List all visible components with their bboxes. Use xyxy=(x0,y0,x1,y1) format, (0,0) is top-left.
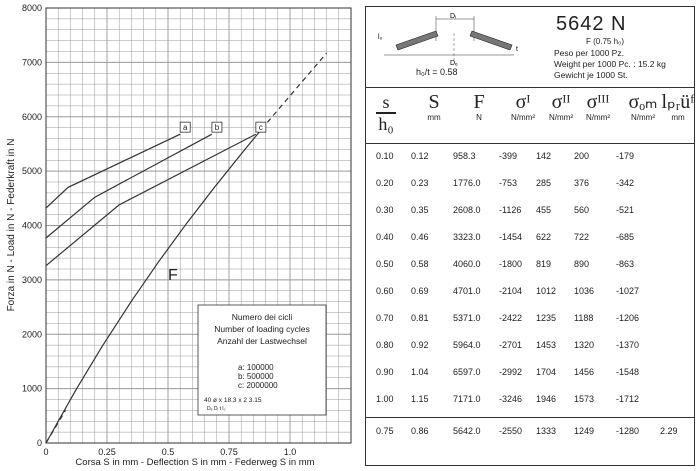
series-line-F-extension-upper xyxy=(256,53,327,136)
y-axis-label: Forza in N - Load in N - Federkraft in N xyxy=(6,138,17,312)
table-cell: -342 xyxy=(616,178,635,188)
legend-title-de: Anzahl der Lastwechsel xyxy=(217,336,307,346)
curve-label-b: b xyxy=(214,123,220,133)
table-cell: 1456 xyxy=(574,367,595,377)
col-header-unit: N/mm² xyxy=(549,113,573,122)
table-cell: 4060.0 xyxy=(453,259,481,269)
force-note: F (0.75 h₀) xyxy=(586,37,624,46)
y-tick-label: 8000 xyxy=(21,3,42,13)
spring-label-de: Dₑ xyxy=(450,60,458,67)
table-cell: 0.60 xyxy=(376,286,394,296)
table-cell: 5964.0 xyxy=(453,340,481,350)
part-number: 5642 N xyxy=(556,13,627,35)
table-cell: -2104 xyxy=(499,286,523,296)
summary-cell: 1249 xyxy=(574,426,595,436)
table-cell: -863 xyxy=(616,259,635,269)
col-header-unit: mm xyxy=(671,113,685,122)
table-cell: -1206 xyxy=(616,313,640,323)
table-cell: 1012 xyxy=(536,286,557,296)
col-header-symbol: σₒₘ xyxy=(628,91,658,113)
spring-header xyxy=(366,7,694,88)
table-cell: -1126 xyxy=(499,205,522,215)
table-row xyxy=(366,305,694,334)
table-cell: -1800 xyxy=(499,259,523,269)
table-cell: -2422 xyxy=(499,313,523,323)
table-cell: -685 xyxy=(616,232,635,242)
table-cell: -1712 xyxy=(616,394,640,404)
table-cell: -521 xyxy=(616,205,635,215)
ratio-header-bottom: h₀ xyxy=(378,114,394,134)
table-row xyxy=(366,143,694,172)
summary-cell: 1333 xyxy=(536,426,557,436)
table-cell: 1704 xyxy=(536,367,557,377)
table-cell: -1548 xyxy=(616,367,640,377)
legend-c: c: 2000000 xyxy=(238,381,278,390)
col-header-unit: N xyxy=(476,113,482,122)
legend-a: a: 100000 xyxy=(238,363,274,372)
table-cell: 1946 xyxy=(536,394,557,404)
weight-de: Gewicht je 1000 St. xyxy=(554,70,628,80)
table-cell: -2701 xyxy=(499,340,523,350)
col-header-unit: N/mm² xyxy=(631,113,655,122)
table-cell: 890 xyxy=(574,259,590,269)
table-cell: 3323.0 xyxy=(453,232,481,242)
table-row xyxy=(366,332,694,361)
summary-cell: 0.86 xyxy=(411,426,429,436)
ratio-header xyxy=(376,93,396,133)
x-tick-label: 0.25 xyxy=(98,447,116,457)
summary-cell: 0.75 xyxy=(376,426,394,436)
col-header-symbol: S xyxy=(428,91,440,113)
table-row xyxy=(366,251,694,280)
table-cell: 1.04 xyxy=(411,367,429,377)
table-cell: 4701.0 xyxy=(453,286,481,296)
summary-cell: 5642.0 xyxy=(453,426,481,436)
table-cell: 0.23 xyxy=(411,178,429,188)
table-cell: 0.69 xyxy=(411,286,429,296)
col-header xyxy=(653,91,700,122)
col-header-symbol: σᴵ xyxy=(515,91,531,113)
table-cell: -2992 xyxy=(499,367,523,377)
spring-label-l0: l₀ xyxy=(378,34,383,41)
table-row xyxy=(366,197,694,226)
table-cell: 6597.0 xyxy=(453,367,481,377)
table-cell: 5371.0 xyxy=(453,313,481,323)
table-cell: 455 xyxy=(536,205,552,215)
table-cell: -753 xyxy=(499,178,518,188)
table-cell: 0.40 xyxy=(376,232,394,242)
table-row xyxy=(366,386,694,415)
table-row xyxy=(366,359,694,388)
table-cell: 7171.0 xyxy=(453,394,481,404)
table-cell: -3246 xyxy=(499,394,523,404)
weight-it: Peso per 1000 Pz. xyxy=(554,48,624,58)
spring-label-t: t xyxy=(516,46,518,53)
legend-b: b: 500000 xyxy=(238,372,274,381)
table-cell: 1776.0 xyxy=(453,178,481,188)
table-row xyxy=(366,170,694,199)
col-header-symbol: F xyxy=(473,91,485,113)
table-cell: -1370 xyxy=(616,340,640,350)
table-cell: 376 xyxy=(574,178,590,188)
table-cell: 958.3 xyxy=(453,151,476,161)
summary-cell: -2550 xyxy=(499,426,523,436)
table-cell: 0.81 xyxy=(411,313,429,323)
y-tick-label: 6000 xyxy=(21,111,42,122)
table-cell: -1027 xyxy=(616,286,640,296)
spring-data-panel xyxy=(365,6,695,466)
curve-label-a: a xyxy=(182,123,188,133)
table-cell: 622 xyxy=(536,232,552,242)
table-cell: 200 xyxy=(574,151,590,161)
summary-cell: 2.29 xyxy=(660,426,678,436)
spring-section-left xyxy=(396,31,438,50)
legend-title-it: Numero dei cicli xyxy=(231,312,293,322)
legend-title-en: Number of loading cycles xyxy=(214,324,310,334)
col-header-symbol: σᴵᴵᴵ xyxy=(586,91,610,113)
table-cell: 0.12 xyxy=(411,151,429,161)
table-cell: 0.20 xyxy=(376,178,394,188)
table-cell: 1.15 xyxy=(411,394,429,404)
y-tick-label: 3000 xyxy=(21,274,42,285)
col-header-unit: N/mm² xyxy=(586,113,610,122)
table-cell: 560 xyxy=(574,205,590,215)
table-cell: 0.70 xyxy=(376,313,394,323)
table-header xyxy=(366,87,694,144)
col-header-symbol: lₚᵣüᶠ xyxy=(661,91,695,113)
table-cell: 722 xyxy=(574,232,590,242)
table-cell: 1.00 xyxy=(376,394,394,404)
spring-drawing xyxy=(374,11,524,69)
legend-dims: 40 ø x 18.3 x 2 3.15 xyxy=(204,397,262,404)
col-header xyxy=(409,91,459,122)
spring-label-di: Dᵢ xyxy=(450,13,457,20)
table-cell: -179 xyxy=(616,151,635,161)
table-cell: 0.35 xyxy=(411,205,429,215)
y-tick-label: 7000 xyxy=(21,57,42,68)
table-cell: 2608.0 xyxy=(453,205,481,215)
x-tick-label: 0 xyxy=(43,447,49,457)
col-header xyxy=(573,91,623,122)
series-line-c xyxy=(46,134,256,266)
table-cell: 142 xyxy=(536,151,552,161)
curve-label-c: c xyxy=(258,123,263,133)
table-cell: 0.80 xyxy=(376,340,394,350)
y-tick-label: 4000 xyxy=(21,220,42,231)
table-cell: -1454 xyxy=(499,232,523,242)
ratio-header-top: s xyxy=(382,92,390,112)
table-cell: 0.50 xyxy=(376,259,394,269)
table-cell: 1235 xyxy=(536,313,557,323)
table-cell: 0.10 xyxy=(376,151,394,161)
legend-dims-sub: Dₑ Dᵢ t l₀ xyxy=(207,406,226,412)
table-cell: 819 xyxy=(536,259,552,269)
table-cell: 1453 xyxy=(536,340,557,350)
spring-section-right xyxy=(470,31,512,50)
table-cell: 1188 xyxy=(574,313,594,323)
col-header-symbol: σᴵᴵ xyxy=(551,91,571,113)
x-tick-label: 0.75 xyxy=(220,447,238,457)
table-cell: 0.46 xyxy=(411,232,429,242)
col-header-unit: mm xyxy=(427,113,441,122)
x-tick-label: 0.5 xyxy=(161,447,175,457)
table-cell: 0.92 xyxy=(411,340,429,350)
table-cell: 1036 xyxy=(574,286,595,296)
col-header xyxy=(454,91,504,122)
y-tick-label: 0 xyxy=(36,438,42,448)
table-row xyxy=(366,224,694,253)
table-cell: 285 xyxy=(536,178,552,188)
table-cell: -399 xyxy=(499,151,518,161)
y-tick-label: 1000 xyxy=(21,383,42,394)
table-cell: 1320 xyxy=(574,340,595,350)
curve-label-F: F xyxy=(167,266,178,284)
y-tick-label: 5000 xyxy=(21,166,42,177)
table-cell: 0.58 xyxy=(411,259,429,269)
x-tick-label: 1.0 xyxy=(283,447,297,457)
spring-ratio: h₀/t = 0.58 xyxy=(416,67,458,77)
summary-row xyxy=(366,417,694,444)
table-cell: 1573 xyxy=(574,394,595,404)
summary-cell: -1280 xyxy=(616,426,640,436)
table-row xyxy=(366,278,694,307)
table-cell: 0.90 xyxy=(376,367,394,377)
col-header-unit: N/mm² xyxy=(511,113,535,122)
weight-en: Weight per 1000 Pc. : 15.2 kg xyxy=(554,59,666,69)
x-axis-label: Corsa S in mm - Deflection S in mm - Federweg S in mm xyxy=(75,457,315,468)
y-tick-label: 2000 xyxy=(21,329,42,340)
table-cell: 0.30 xyxy=(376,205,394,215)
